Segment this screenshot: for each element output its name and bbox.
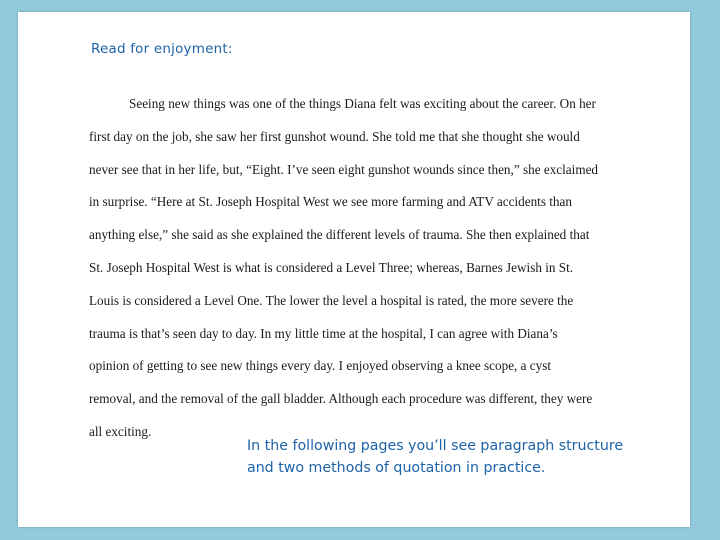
essay-excerpt — [89, 94, 669, 455]
essay-line: anything else,” she said as she explained the different levels of trauma. She then explained that — [89, 227, 590, 243]
slide-heading: Read for enjoyment: — [91, 41, 233, 57]
essay-line: trauma is that’s seen day to day. In my little time at the hospital, I can agree with Diana’s — [89, 325, 558, 341]
essay-line: St. Joseph Hospital West is what is considered a Level Three; whereas, Barnes Jewish in St. — [89, 259, 574, 275]
essay-line: Louis is considered a Level One. The lower the level a hospital is rated, the more severe the — [89, 292, 574, 308]
slide-note — [247, 435, 667, 479]
essay-line: first day on the job, she saw her first gunshot wound. She told me that she thought she would — [89, 128, 580, 144]
essay-line: Seeing new things was one of the things Diana felt was exciting about the career. On her — [129, 96, 596, 111]
essay-line: in surprise. “Here at St. Joseph Hospital West we see more farming and ATV accidents than — [89, 194, 572, 210]
note-line: and two methods of quotation in practice. — [247, 460, 546, 476]
essay-line: opinion of getting to see new things every day. I enjoyed observing a knee scope, a cyst — [89, 358, 552, 374]
note-line: In the following pages you’ll see paragraph structure — [247, 438, 624, 454]
essay-line: removal, and the removal of the gall bladder. Although each procedure was different, they were — [89, 391, 593, 407]
essay-line: all exciting. — [89, 423, 152, 439]
slide — [18, 12, 690, 527]
essay-line: never see that in her life, but, “Eight. I’ve seen eight gunshot wounds since then,” she exclaimed — [89, 161, 599, 177]
